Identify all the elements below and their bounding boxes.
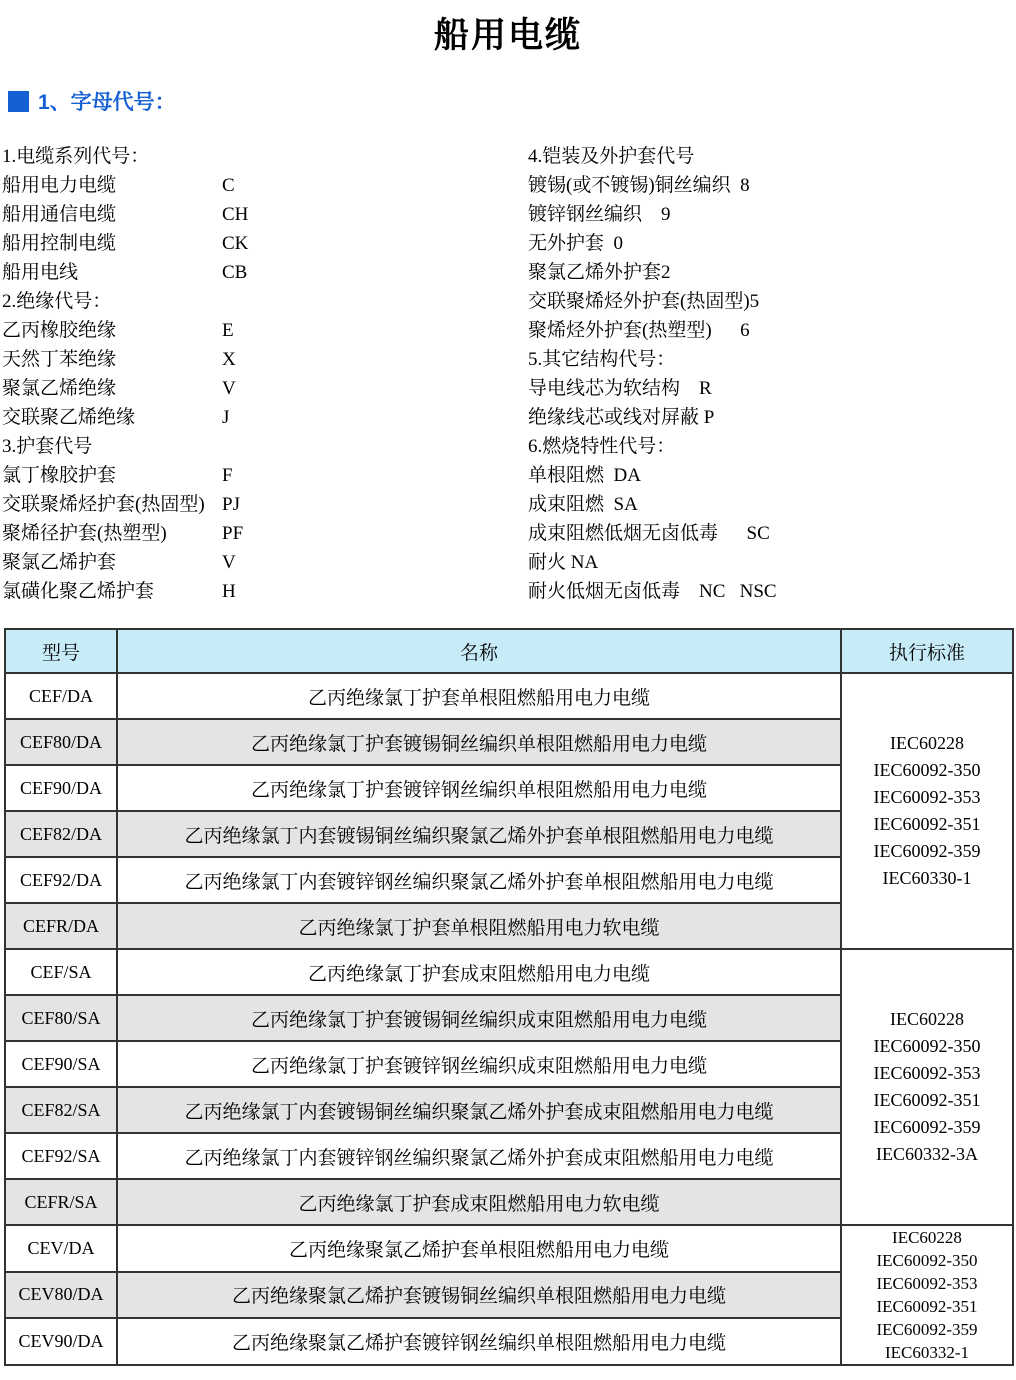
- legend-line: 交联聚乙烯绝缘 J: [2, 407, 230, 428]
- model-cell: CEF92/SA: [5, 1133, 117, 1179]
- legend-line: 聚氯乙烯绝缘 V: [2, 378, 236, 399]
- legend-line: 天然丁苯绝缘 X: [2, 349, 236, 370]
- legend-line: 成束阻燃 SA: [528, 494, 638, 515]
- model-cell: CEF92/DA: [5, 857, 117, 903]
- model-cell: CEF/SA: [5, 949, 117, 995]
- legend-line: 6.燃烧特性代号：: [528, 436, 676, 457]
- legend-line: 镀锡(或不镀锡)铜丝编织 8: [528, 175, 750, 196]
- model-cell: CEF90/DA: [5, 765, 117, 811]
- model-cell: CEF82/SA: [5, 1087, 117, 1133]
- model-cell: CEFR/DA: [5, 903, 117, 949]
- section-heading: [8, 86, 176, 116]
- legend-line: 聚氯乙烯护套 V: [2, 552, 236, 573]
- name-cell: 乙丙绝缘氯丁内套镀锡铜丝编织聚氯乙烯外护套单根阻燃船用电力电缆: [117, 811, 841, 857]
- model-cell: CEF80/DA: [5, 719, 117, 765]
- name-cell: 乙丙绝缘氯丁内套镀锡铜丝编织聚氯乙烯外护套成束阻燃船用电力电缆: [117, 1087, 841, 1133]
- table-row: [5, 1225, 1013, 1272]
- name-cell: 乙丙绝缘氯丁护套单根阻燃船用电力软电缆: [117, 903, 841, 949]
- legend-line: 2.绝缘代号：: [2, 291, 112, 312]
- legend-line: 镀锌钢丝编织 9: [528, 204, 671, 225]
- header-model: 型号: [5, 629, 117, 673]
- legend-right-column: [528, 142, 1014, 606]
- name-cell: 乙丙绝缘氯丁内套镀锌钢丝编织聚氯乙烯外护套单根阻燃船用电力电缆: [117, 857, 841, 903]
- page-title: 船用电缆: [433, 16, 582, 55]
- name-cell: 乙丙绝缘氯丁护套成束阻燃船用电力电缆: [117, 949, 841, 995]
- name-cell: 乙丙绝缘氯丁护套镀锡铜丝编织单根阻燃船用电力电缆: [117, 719, 841, 765]
- legend-line: 乙丙橡胶绝缘 E: [2, 320, 234, 341]
- standards-cell: IEC60228 IEC60092-350 IEC60092-353 IEC60092-351 IEC60092-359 IEC60332-3A: [841, 949, 1013, 1225]
- legend-line: 5.其它结构代号：: [528, 349, 676, 370]
- section-heading-label: 1、字母代号：: [38, 91, 176, 114]
- legend-line: 1.电缆系列代号：: [2, 146, 150, 167]
- name-cell: 乙丙绝缘氯丁护套成束阻燃船用电力软电缆: [117, 1179, 841, 1225]
- legend-line: 交联聚烯烃外护套(热固型)5: [528, 291, 760, 312]
- name-cell: 乙丙绝缘聚氯乙烯护套单根阻燃船用电力电缆: [117, 1225, 841, 1272]
- model-cell: CEV80/DA: [5, 1272, 117, 1319]
- legend-line: 无外护套 0: [528, 233, 624, 254]
- standards-cell: IEC60228 IEC60092-350 IEC60092-353 IEC60092-351 IEC60092-359 IEC60330-1: [841, 673, 1013, 949]
- name-cell: 乙丙绝缘氯丁内套镀锌钢丝编织聚氯乙烯外护套成束阻燃船用电力电缆: [117, 1133, 841, 1179]
- legend-line: 聚烯径护套(热塑型) PF: [2, 523, 244, 544]
- legend-line: 导电线芯为软结构 R: [528, 378, 712, 399]
- blue-square-bullet-icon: [8, 91, 29, 112]
- table-header-row: [5, 629, 1013, 673]
- name-cell: 乙丙绝缘氯丁护套镀锌钢丝编织单根阻燃船用电力电缆: [117, 765, 841, 811]
- model-cell: CEF90/SA: [5, 1041, 117, 1087]
- legend-line: 船用通信电缆 CH: [2, 204, 249, 225]
- table-row: [5, 949, 1013, 995]
- legend-line: 船用电力电缆 C: [2, 175, 235, 196]
- model-cell: CEFR/SA: [5, 1179, 117, 1225]
- model-cell: CEV/DA: [5, 1225, 117, 1272]
- legend-line: 氯磺化聚乙烯护套 H: [2, 581, 236, 602]
- legend-line: 聚烯烃外护套(热塑型) 6: [528, 320, 750, 341]
- cable-models-table: [4, 628, 1014, 1366]
- legend-line: 氯丁橡胶护套 F: [2, 465, 233, 486]
- model-cell: CEV90/DA: [5, 1318, 117, 1365]
- name-cell: 乙丙绝缘聚氯乙烯护套镀锡铜丝编织单根阻燃船用电力电缆: [117, 1272, 841, 1319]
- header-standard: 执行标准: [841, 629, 1013, 673]
- legend-line: 4.铠装及外护套代号: [528, 146, 695, 167]
- legend-line: 耐火低烟无卤低毒 NC NSC: [528, 581, 777, 602]
- legend-line: 耐火 NA: [528, 552, 599, 573]
- name-cell: 乙丙绝缘氯丁护套镀锌钢丝编织成束阻燃船用电力电缆: [117, 1041, 841, 1087]
- model-cell: CEF80/SA: [5, 995, 117, 1041]
- header-name: 名称: [117, 629, 841, 673]
- model-cell: CEF/DA: [5, 673, 117, 719]
- legend-line: 单根阻燃 DA: [528, 465, 641, 486]
- table-row: [5, 673, 1013, 719]
- name-cell: 乙丙绝缘氯丁护套镀锡铜丝编织成束阻燃船用电力电缆: [117, 995, 841, 1041]
- standards-cell: IEC60228 IEC60092-350 IEC60092-353 IEC60092-351 IEC60092-359 IEC60332-1: [841, 1225, 1013, 1365]
- legend-line: 船用电线 CB: [2, 262, 248, 283]
- legend-left-column: [2, 142, 507, 606]
- model-cell: CEF82/DA: [5, 811, 117, 857]
- name-cell: 乙丙绝缘聚氯乙烯护套镀锌钢丝编织单根阻燃船用电力电缆: [117, 1318, 841, 1365]
- legend-line: 交联聚烯烃护套(热固型) PJ: [2, 494, 240, 515]
- name-cell: 乙丙绝缘氯丁护套单根阻燃船用电力电缆: [117, 673, 841, 719]
- legend-line: 船用控制电缆 CK: [2, 233, 249, 254]
- legend-line: 聚氯乙烯外护套2: [528, 262, 671, 283]
- legend-line: 成束阻燃低烟无卤低毒 SC: [528, 523, 770, 544]
- legend-line: 绝缘线芯或线对屏蔽 P: [528, 407, 715, 428]
- legend-line: 3.护套代号: [2, 436, 93, 457]
